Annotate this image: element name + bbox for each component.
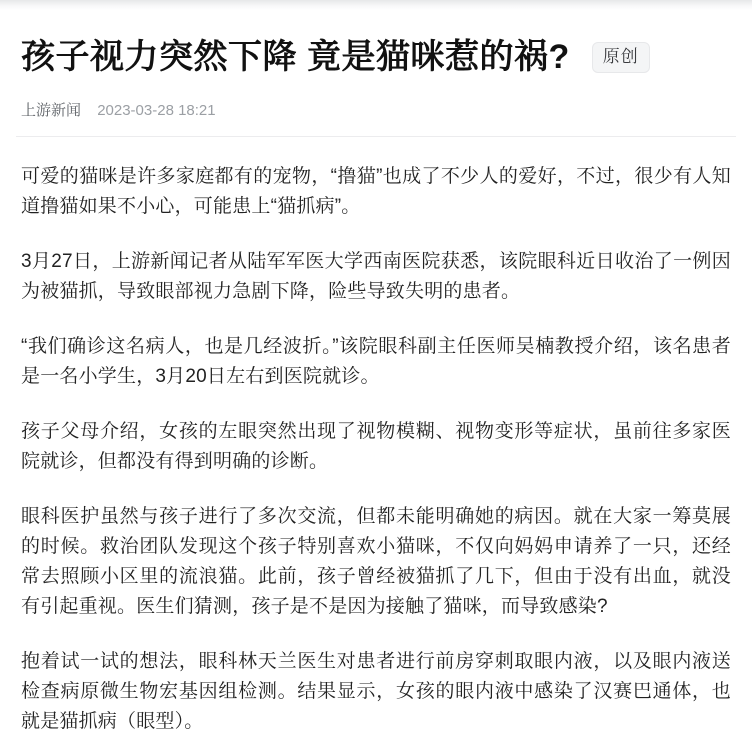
article-paragraph: “我们确诊这名病人，也是几经波折。”该院眼科副主任医师吴楠教授介绍，该名患者是一名小学生，3月20日左右到医院就诊。 [21,336,731,387]
article-paragraph: 眼科医护虽然与孩子进行了多次交流，但都未能明确她的病因。就在大家一筹莫展的时候。救治团队发现这个孩子特别喜欢小猫咪，不仅向妈妈申请养了一只，还经常去照顾小区里的流浪猫。此前，孩子曾经被猫抓了几下，但由于没有出血，就没有引起重视。医生们猜测，孩子是不是因为接触了猫咪，而导致感染? [21,506,731,617]
article-title-text: 孩子视力突然下降 竟是猫咪惹的祸? [21,38,570,76]
article-paragraph: 可爱的猫咪是许多家庭都有的宠物，“撸猫”也成了不少人的爱好，不过，很少有人知道撸猫如果不小心，可能患上“猫抓病”。 [21,166,731,217]
top-scroll-shadow [0,0,752,10]
article-body [21,162,731,737]
header-divider [16,136,736,137]
article-page [0,36,752,737]
source-name: 上游新闻 [21,102,82,119]
article-title [21,36,731,78]
article-paragraph: 抱着试一试的想法，眼科林天兰医生对患者进行前房穿刺取眼内液，以及眼内液送检查病原微生物宏基因组检测。结果显示，女孩的眼内液中感染了汉赛巴通体，也就是猫抓病（眼型）。 [21,651,731,732]
article-meta [21,101,731,121]
publish-timestamp: 2023-03-28 18:21 [97,102,216,119]
article-paragraph: 孩子父母介绍，女孩的左眼突然出现了视物模糊、视物变形等症状，虽前往多家医院就诊，但都没有得到明确的诊断。 [21,421,731,472]
original-badge: 原创 [592,42,650,73]
article-paragraph: 3月27日，上游新闻记者从陆军军医大学西南医院获悉，该院眼科近日收治了一例因为被猫抓，导致眼部视力急剧下降，险些导致失明的患者。 [21,251,731,302]
